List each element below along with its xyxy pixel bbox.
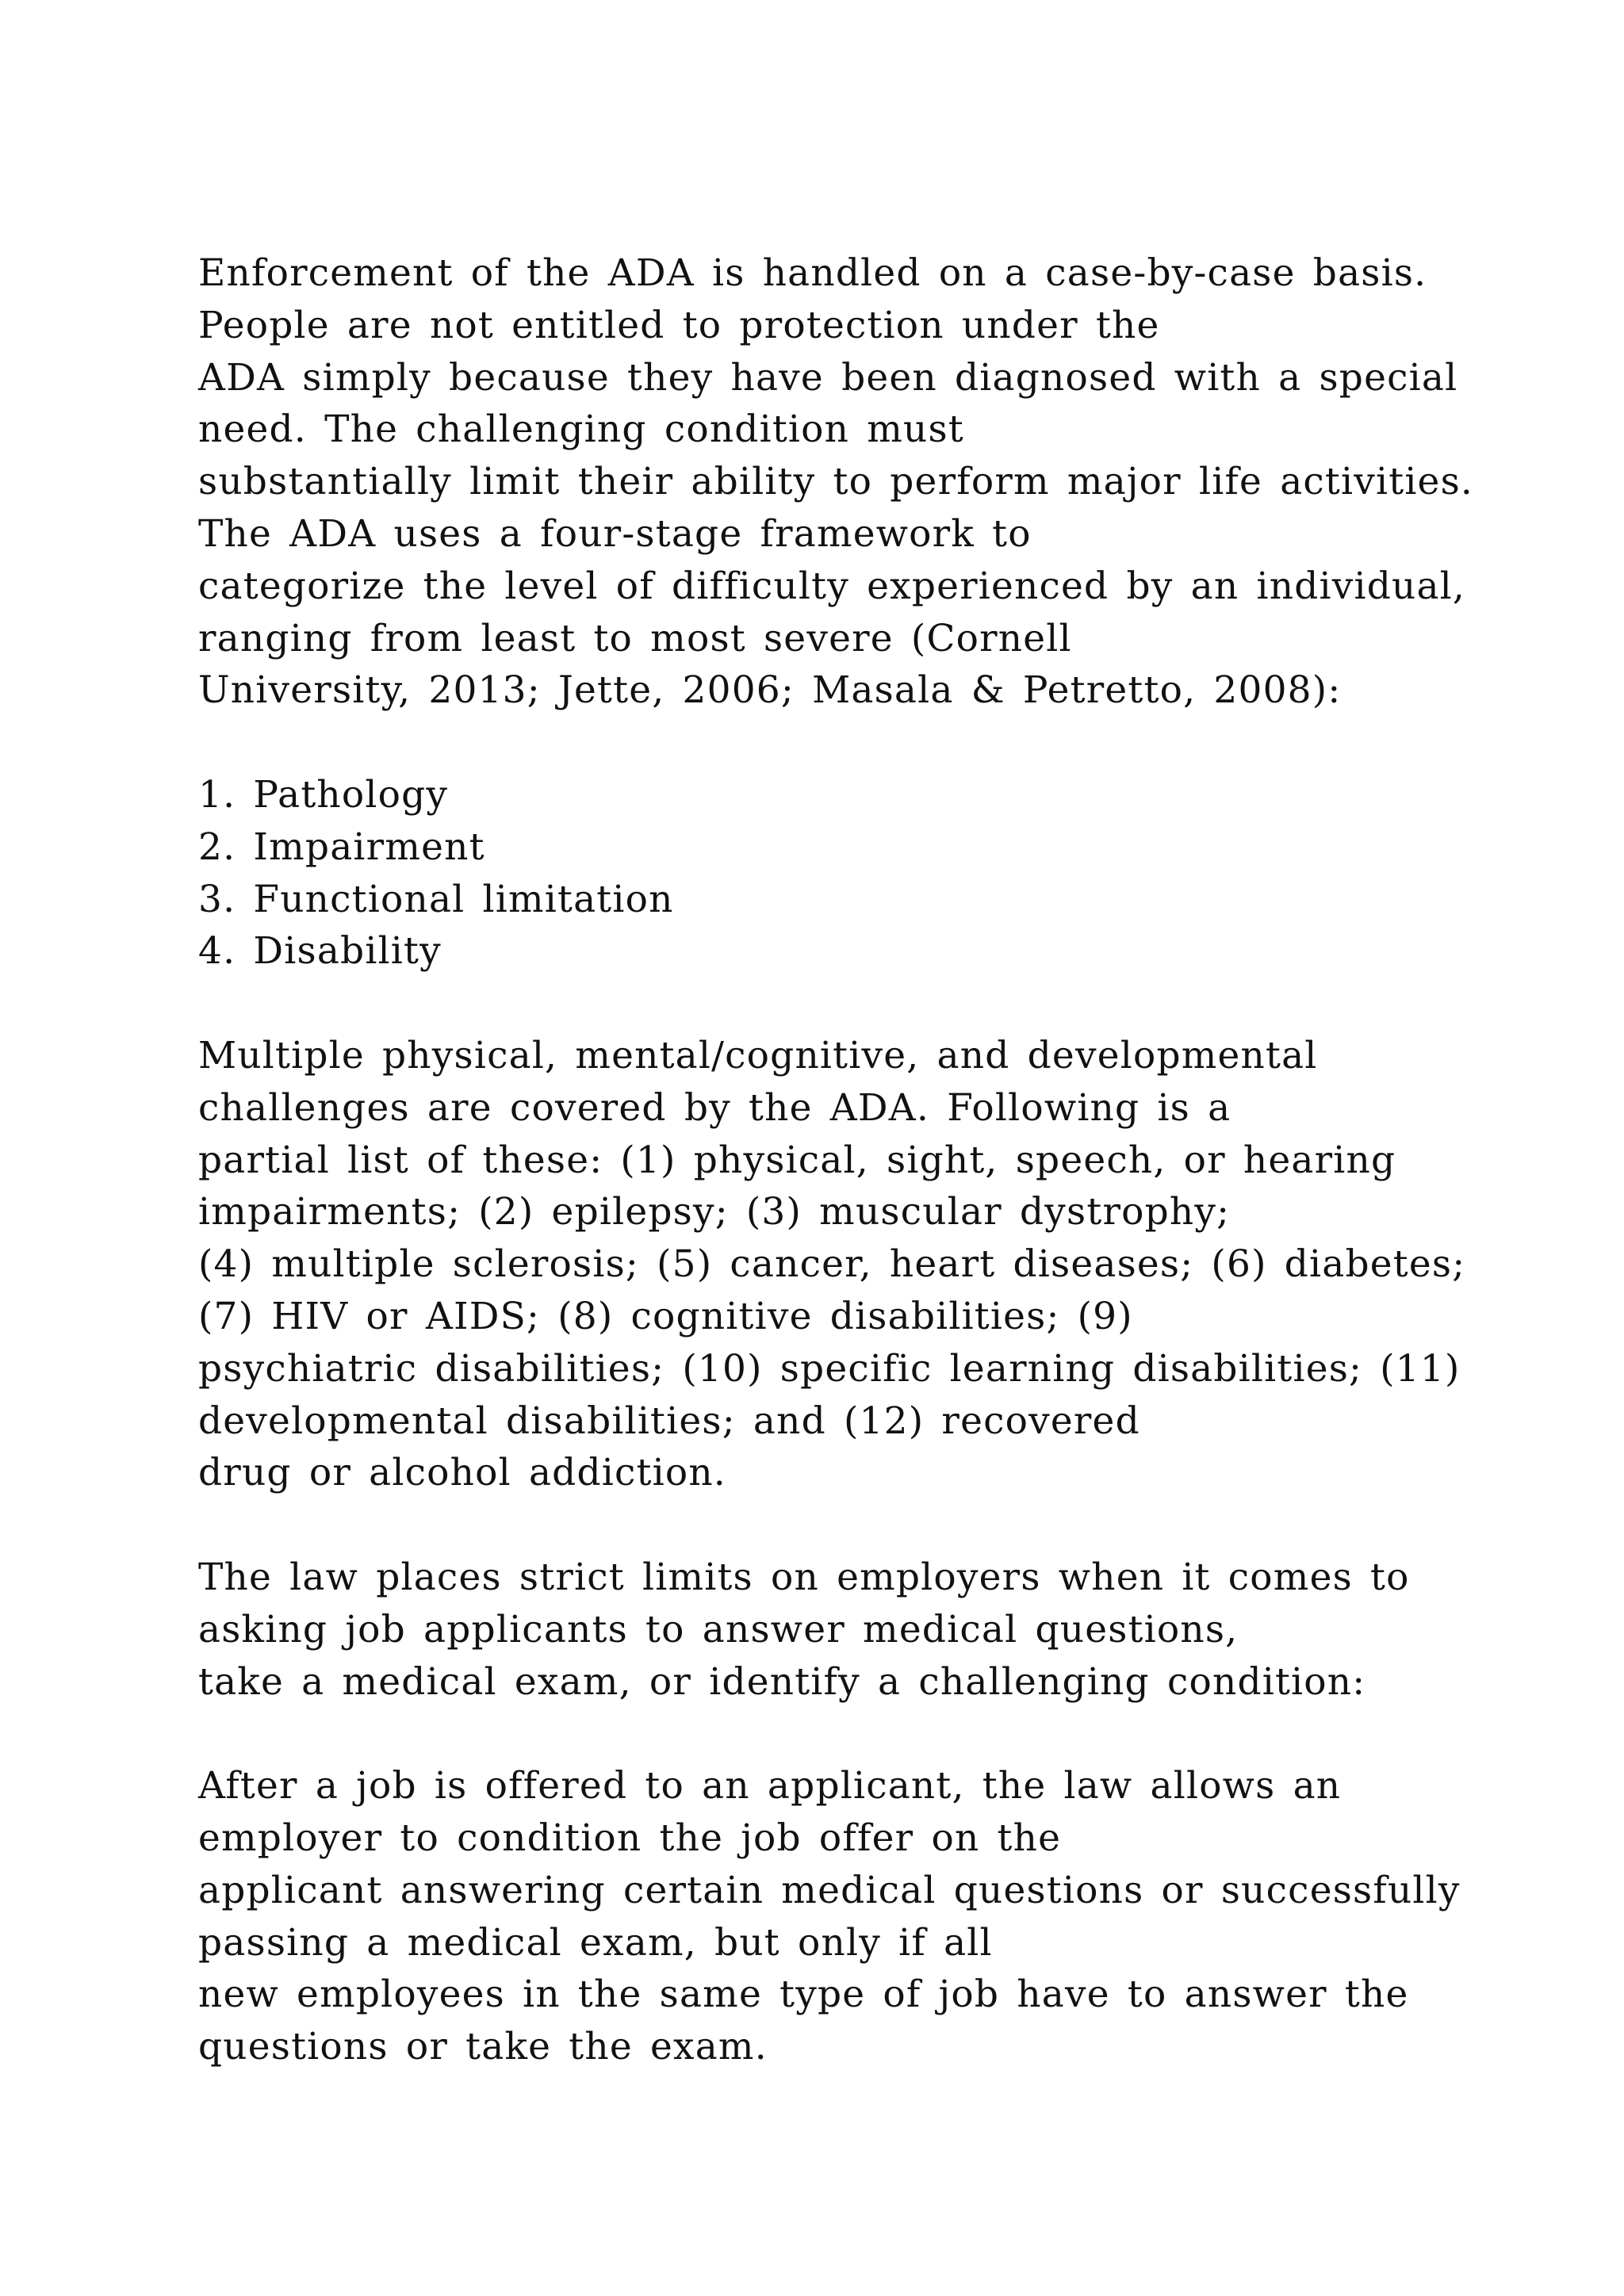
text-line: challenges are covered by the ADA. Following is a — [198, 1085, 1231, 1130]
text-line: take a medical exam, or identify a challenging condition: — [198, 1659, 1366, 1704]
text-line: passing a medical exam, but only if all — [198, 1920, 993, 1965]
stages-list — [198, 769, 1467, 978]
text-line: substantially limit their ability to perform major life activities. — [198, 460, 1474, 504]
paragraph-job-offer — [198, 1760, 1467, 2073]
text-line: The law places strict limits on employers when it comes to — [198, 1555, 1410, 1599]
text-line: drug or alcohol addiction. — [198, 1451, 726, 1495]
text-line: People are not entitled to protection under the — [198, 303, 1160, 347]
text-line: employer to condition the job offer on the — [198, 1816, 1062, 1860]
text-line: impairments; (2) epilepsy; (3) muscular dystrophy; — [198, 1190, 1231, 1234]
list-item: 3. Functional limitation — [198, 877, 674, 921]
document-body — [198, 247, 1474, 2073]
paragraph-covered-challenges — [198, 1030, 1467, 1499]
text-line: After a job is offered to an applicant, the law allows an — [198, 1764, 1342, 1808]
paragraph-spacer — [198, 1708, 1467, 1760]
text-line: ranging from least to most severe (Cornell — [198, 616, 1072, 660]
text-line: Multiple physical, mental/cognitive, and developmental — [198, 1033, 1318, 1077]
list-item: 4. Disability — [198, 929, 442, 974]
paragraph-spacer — [198, 717, 1467, 769]
text-line: questions or take the exam. — [198, 2025, 768, 2069]
text-line: new employees in the same type of job have to answer the — [198, 1973, 1409, 2017]
text-line: ADA simply because they have been diagnosed with a special — [198, 355, 1458, 400]
text-line: Enforcement of the ADA is handled on a case-by-case basis. — [198, 251, 1427, 295]
paragraph-spacer — [198, 1499, 1467, 1552]
text-line: University, 2013; Jette, 2006; Masala & Petretto, 2008): — [198, 668, 1342, 713]
list-item: 2. Impairment — [198, 825, 485, 869]
list-item: 1. Pathology — [198, 772, 449, 817]
text-line: developmental disabilities; and (12) recovered — [198, 1399, 1140, 1443]
text-line: The ADA uses a four-stage framework to — [198, 511, 1032, 556]
text-line: categorize the level of difficulty experienced by an individual, — [198, 564, 1466, 608]
paragraph-employer-limits — [198, 1552, 1467, 1708]
paragraph-spacer — [198, 978, 1467, 1030]
text-line: partial list of these: (1) physical, sight, speech, or hearing — [198, 1138, 1396, 1182]
text-line: psychiatric disabilities; (10) specific learning disabilities; (11) — [198, 1346, 1461, 1391]
text-line: applicant answering certain medical questions or successfully — [198, 1868, 1461, 1912]
paragraph-enforcement — [198, 247, 1474, 717]
text-line: need. The challenging condition must — [198, 408, 964, 452]
text-line: (4) multiple sclerosis; (5) cancer, heart diseases; (6) diabetes; — [198, 1242, 1466, 1287]
text-line: asking job applicants to answer medical questions, — [198, 1607, 1239, 1651]
text-line: (7) HIV or AIDS; (8) cognitive disabilities; (9) — [198, 1294, 1133, 1338]
